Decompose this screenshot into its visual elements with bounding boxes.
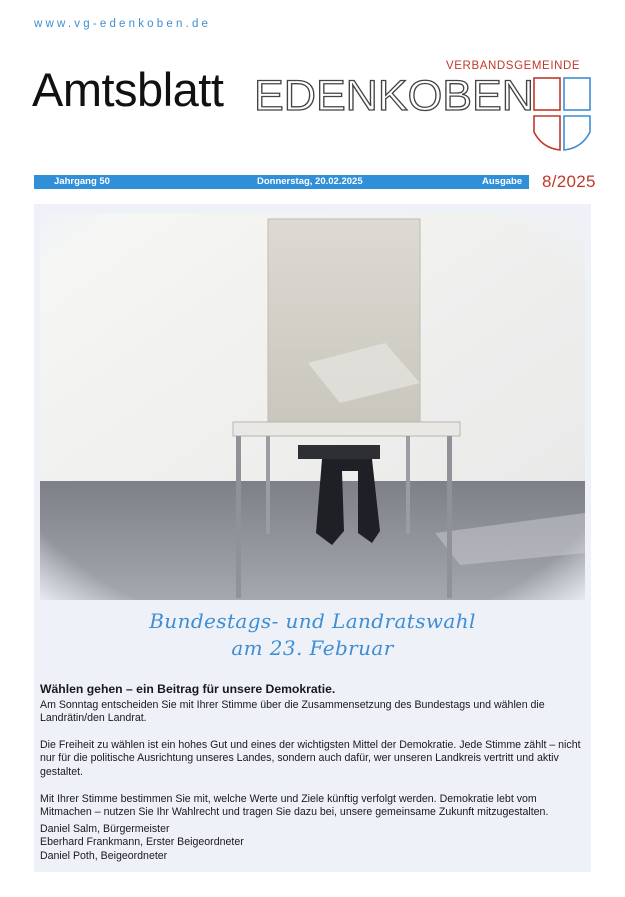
editorial-article bbox=[40, 683, 585, 864]
signature-line: Daniel Poth, Beigeordneter bbox=[40, 849, 168, 862]
signature-block bbox=[40, 823, 585, 864]
org-name-wordmark bbox=[254, 72, 536, 116]
signature-line: Eberhard Frankmann, Erster Beigeordneter bbox=[40, 836, 244, 849]
volume-label: Jahrgang 50 bbox=[54, 176, 110, 187]
headline-line-1: Bundestags- und Landratswahl bbox=[149, 609, 476, 633]
website-url[interactable]: www.vg-edenkoben.de bbox=[34, 18, 212, 30]
feature-headline bbox=[40, 608, 585, 662]
voting-booth-photo bbox=[40, 213, 585, 600]
issue-date: Donnerstag, 20.02.2025 bbox=[257, 176, 363, 187]
article-title: Wählen gehen – ein Beitrag für unsere Demokratie. bbox=[40, 682, 336, 696]
masthead-title: Amtsblatt bbox=[32, 63, 224, 116]
edition-label: Ausgabe bbox=[482, 176, 523, 187]
article-paragraph: Mit Ihrer Stimme bestimmen Sie mit, welche Werte und Ziele künftig verfolgt werden. Demokratie lebt vom Mitmachen – nutzen Sie Ihr Wahlrecht und tragen Sie dazu bei, unsere gemeinsame Zukunft mitzugestalten. bbox=[40, 792, 549, 819]
org-name-text: EDENKOBEN bbox=[254, 72, 534, 116]
article-paragraph: Am Sonntag entscheiden Sie mit Ihrer Stimme über die Zusammensetzung des Bundestags und wählen die Landrätin/den Landrat. bbox=[40, 698, 545, 725]
article-paragraph: Die Freiheit zu wählen ist ein hohes Gut und eines der wichtigsten Mittel der Demokratie. Jede Stimme zählt – nicht nur für die politische Ausrichtung unseres Landes, sondern auch dafür, wer unseren Landkreis vertritt und aktiv gestaltet. bbox=[40, 738, 581, 778]
edition-number: 8/2025 bbox=[542, 172, 596, 191]
crest-logo-icon bbox=[532, 76, 592, 152]
org-subtitle: VERBANDSGEMEINDE bbox=[446, 60, 581, 72]
headline-line-2: am 23. Februar bbox=[231, 636, 394, 660]
info-bar bbox=[34, 175, 529, 189]
signature-line: Daniel Salm, Bürgermeister bbox=[40, 822, 170, 835]
